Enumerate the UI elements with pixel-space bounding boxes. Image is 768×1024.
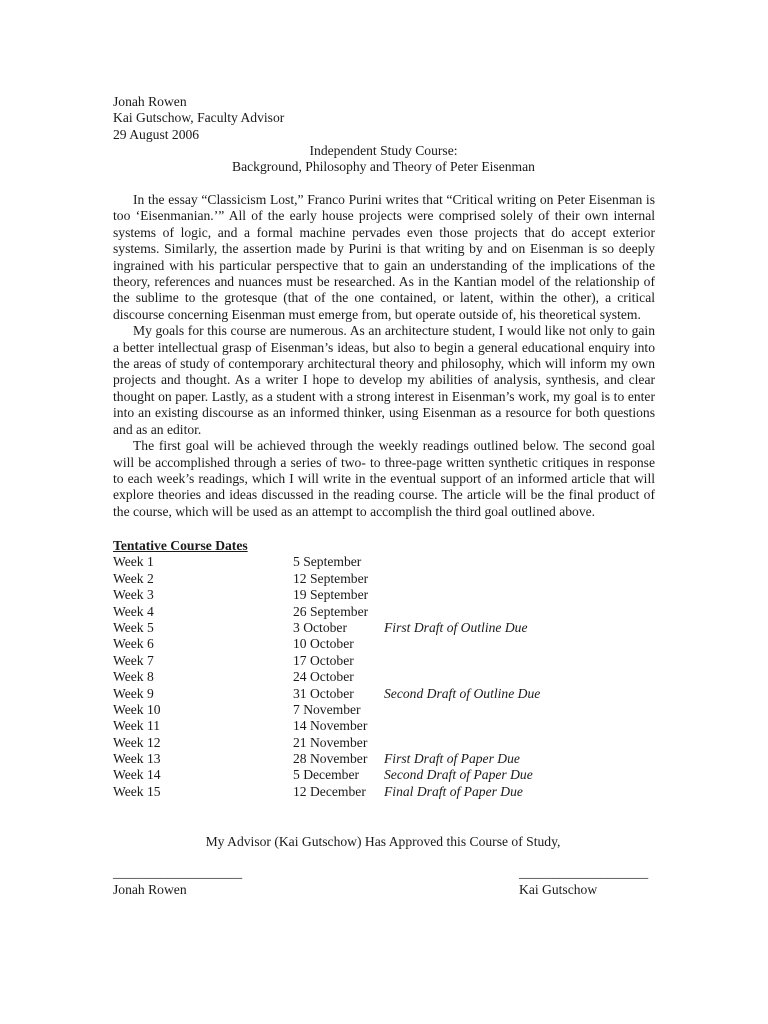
advisor-signature-name: Kai Gutschow [519,882,598,897]
week-label: Week 2 [113,570,154,586]
document-title [113,143,654,176]
week-date: 3 October [293,619,347,635]
week-date: 5 December [293,767,360,783]
week-note: First Draft of Outline Due [384,619,528,635]
week-label: Week 10 [113,701,161,717]
schedule-row [113,604,658,620]
approval-statement [0,834,768,850]
schedule-row [113,702,658,718]
schedule-row [113,571,658,587]
advisor-name: Kai Gutschow, Faculty Advisor [113,110,285,126]
student-signature-name: Jonah Rowen [113,882,187,897]
schedule-row [113,636,658,652]
week-date: 31 October [293,685,354,701]
week-label: Week 11 [113,718,161,734]
schedule-row [113,686,658,702]
week-date: 17 October [293,652,354,668]
week-date: 24 October [293,669,354,685]
week-label: Week 3 [113,587,154,603]
schedule-row [113,554,658,570]
week-label: Week 9 [113,685,154,701]
paragraph: The first goal will be achieved through the weekly readings outlined below. The second goal will be accomplished through a series of two- to three-page written synthetic critiques in response to each week’s readings, which I will write in the eventual support of an informed article that will explore theories and ideas discussed in the reading course. The article will be the final product of the course, which will be used as an attempt to accomplish the third goal outlined above. [113,438,655,519]
week-date: 26 September [293,603,369,619]
body-text [113,192,655,520]
week-date: 12 September [293,570,369,586]
week-label: Week 6 [113,636,154,652]
week-date: 7 November [293,701,361,717]
week-label: Week 7 [113,652,154,668]
schedule-row [113,587,658,603]
schedule-row [113,735,658,751]
week-note: Second Draft of Paper Due [384,767,533,783]
week-date: 21 November [293,734,368,750]
schedule-heading: Tentative Course Dates [113,538,248,553]
paragraph: My goals for this course are numerous. As an architecture student, I would like not only to gain a better intellectual grasp of Eisenman’s ideas, but also to begin a general educational enquiry into the areas of study of contemporary architectural theory and philosophy, which will inform my own projects and thought. As a writer I hope to develop my abilities of analysis, synthesis, and clear thought on paper. Lastly, as a student with a strong interest in Eisenman’s work, my goal is to enter into an existing discourse as an informed thinker, using Eisenman as a resource for both questions and as an editor. [113,323,655,437]
title-line-2: Background, Philosophy and Theory of Peter Eisenman [232,159,535,175]
week-note: Second Draft of Outline Due [384,685,541,701]
schedule-row [113,718,658,734]
approval-text: My Advisor (Kai Gutschow) Has Approved this Course of Study, [205,834,561,849]
week-date: 5 September [293,554,362,570]
week-date: 12 December [293,783,366,799]
week-date: 14 November [293,718,368,734]
author-name: Jonah Rowen [113,94,187,109]
week-label: Week 12 [113,734,161,750]
week-date: 19 September [293,587,369,603]
week-label: Week 4 [113,603,154,619]
schedule-row [113,653,658,669]
advisor-signature-line: ___________________ [519,865,649,880]
week-label: Week 8 [113,669,154,685]
week-label: Week 5 [113,619,154,635]
week-note: Final Draft of Paper Due [384,783,523,799]
week-note: First Draft of Paper Due [384,751,520,767]
schedule-row [113,784,658,800]
student-signature-line: ___________________ [113,865,243,880]
paragraph: In the essay “Classicism Lost,” Franco Purini writes that “Critical writing on Peter Eisenman is too ‘Eisenmanian.’” All of the early house projects were comprised solely of their own internal systems of logic, and a formal machine pervades even those projects that do accept exterior systems. Similarly, the assertion made by Purini is that writing by and on Eisenman is so deeply ingrained with his particular perspective that to gain an understanding of the implications of the theory, references and nuances must be researched. As in the Kantian model of the relationship of the sublime to the grotesque (that of the one contained, or latent, within the other), a critical discourse concerning Eisenman must emerge from, but operate outside of, his theoretical system. [113,192,655,322]
schedule-row [113,751,658,767]
course-schedule [113,538,658,800]
schedule-row [113,620,658,636]
schedule-row [113,767,658,783]
week-label: Week 13 [113,751,161,767]
week-label: Week 14 [113,767,161,783]
title-line-1: Independent Study Course: [309,143,458,158]
schedule-row [113,669,658,685]
week-label: Week 1 [113,554,154,570]
week-label: Week 15 [113,783,161,799]
letter-header [113,94,658,143]
week-date: 28 November [293,751,368,767]
week-date: 10 October [293,636,354,652]
document-date: 29 August 2006 [113,126,200,142]
